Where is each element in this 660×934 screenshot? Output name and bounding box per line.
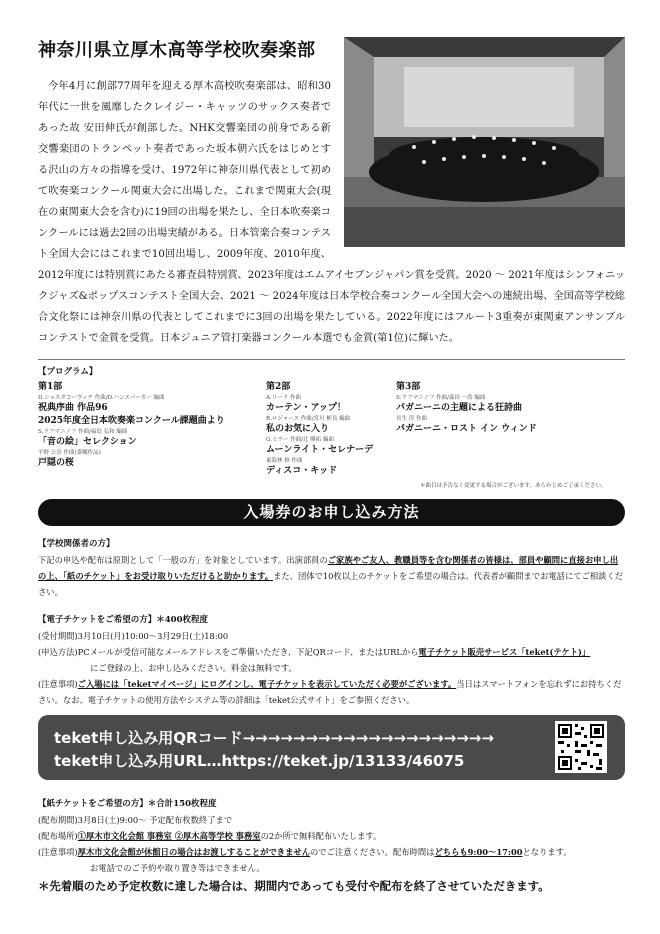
school-section [38,536,625,600]
piece: 「音の絵」セレクション [38,437,137,447]
program-part-3 [396,379,625,436]
composer: S.ラフマニノフ 作曲/福島 弘和 編曲 [38,429,128,435]
eticket-header: 【電子チケットをご希望の方】＊400枚程度 [38,615,208,625]
divider [38,359,625,360]
part-title: 第3部 [396,382,421,392]
part-title: 第2部 [266,382,291,392]
piece: 2025年度全日本吹奏楽コンクール課題曲より [38,416,225,426]
paper-note: (注意事項)厚木市文化会館が休館日の場合はお渡しすることができませんのでご注意ください。配布時間はどちらも9:00〜17:00となります。 [38,847,572,857]
paper-section [38,796,625,876]
composer: R.ロジャース 作曲/宮川 彬良 編曲 [266,416,351,422]
url-line[interactable]: teket申し込み用URL…https://teket.jp/13133/46075 [54,752,465,770]
ticket-banner: 入場券のお申し込み方法 [38,499,625,526]
composer: G.ミラー 作曲/辻 峰拓 編曲 [266,437,335,443]
paper-period: (配布期間)3月8日(土)9:00〜 予定配布枚数終了まで [38,815,233,825]
qr-box [38,715,625,780]
piece: 私のお気に入り [266,424,330,434]
program-part-1 [38,379,258,470]
composer: A.リード 作曲 [266,395,301,401]
piece: パガニーニの主題による狂詩曲 [396,403,523,413]
eticket-method: (申込方法)PCメールが受信可能なメールアドレスをご準備いただき、下記QRコード、またはURLから電子チケット販売サービス「teket(テケト)」 [38,647,591,657]
intro-paragraph: 今年4月に創部77周年を迎える厚木高校吹奏楽部は、昭和30年代に一世を風靡したクレイジー・キャッツのサックス奏者であった故 安田伸氏が創部した。NHK交響楽団の前身である新交響楽団のトランペット奏者であった坂本朝六氏をはじめとする沢山の方々の指導を受け、1972年に神奈川県代表として初めて吹奏楽コンクール関東大会に出場した。これまで関東大会(現在の東関東大会を含む)に19回の出場を果たし、全日本吹奏楽コンクールには過去2回の出場実績がある。日本管楽合奏コンテスト全国大会にはこれまで10回出場し、2009年度、2010年度、2012年度には特別賞にあたる審査員特別賞、2023年度はエムアイセブンジャパン賞を受賞。2020 〜 2021年度はシンフォニックジャズ&ポップスコンテスト全国大会、2021 〜 2024年度は日本学校合奏コンクール全国大会への連続出場、全国高等学校総合文化祭には神奈川県の代表としてこれまでに3回の出場を果たしている。2022年度にはフルート3重奏が東関東アンサンブルコンテストで金賞を受賞。日本ジュニア管打楽器コンクール本選でも金賞(第1位)に輝いた。 [38,81,625,344]
eticket-period: (受付期間)3月10日(月)10:00〜3月29日(土)18:00 [38,631,229,641]
program-note: ＊曲目は予告なく変更する場合がございます。あらかじめご了承ください。 [420,483,607,489]
page-title: 神奈川県立厚木高等学校吹奏楽部 [38,40,316,61]
composer: 東海林 修 作曲 [266,458,303,464]
school-header: 【学校関係者の方】 [38,539,115,549]
eticket-note: (注意事項)ご入場には「teketマイページ」にログインし、電子チケットを表示していただく必要がございます。当日はスマートフォンを忘れずにお持ちください。なお、電子チケットの使用方法やシステム等の詳細は「teket公式サイト」をご参照ください。 [38,679,622,705]
composer: S.ラフマニノフ 作曲/森田 一浩 編曲 [396,395,486,401]
part-title: 第1部 [38,382,63,392]
qr-line: teket申し込み用QRコード→→→→→→→→→→→→→→→→→→→→ [54,729,494,747]
school-text: 下記の申込や配布は原則として「一般の方」を対象としています。出演部員のご家族やご友人、教職員等を含む関係者の皆様は、部員や顧問に直接お申し出の上、「紙のチケット」をお受け取りいただけると助かります。また、団体で10枚以上のチケットをご希望の場合は、代表者が顧問までお電話にてご相談ください。 [38,555,624,597]
piece: ディスコ・キッド [266,466,338,476]
program-header: 【プログラム】 [38,367,98,377]
intro-text [38,76,625,349]
paper-place: (配布場所)①厚木市文化会館 事務室 ②厚木高等学校 事務室の2か所で無料配布いたします。 [38,831,382,841]
teket-link[interactable]: 電子チケット販売サービス「teket(テケト)」 [418,647,591,657]
paper-note-cont: お電話でのご予約や取り置き等はできません。 [90,863,265,873]
composer: 長生 淳 作曲 [396,416,427,422]
eticket-section [38,612,625,708]
eticket-method-cont: にご登録の上、お申し込みください。料金は無料です。 [90,663,297,673]
composer: 平野 公崇 作曲(委嘱作品) [38,450,101,456]
piece: パガニーニ・ロスト イン ウィンド [396,424,537,434]
piece: カーテン・アップ！ [266,403,346,413]
program-section [38,365,625,489]
qr-code-icon[interactable] [555,721,607,773]
photo-spacer [331,76,625,250]
piece: ムーンライト・セレナーデ [266,445,374,455]
program-part-2 [266,379,396,478]
composer: D.ショスタコーヴィチ 作曲/D.ハンスバーガー 編曲 [38,395,165,401]
piece: 戸隠の桜 [38,458,75,468]
piece: 祝典序曲 作品96 [38,403,108,413]
final-notice: ＊先着順のため予定枚数に達した場合は、期間内であっても受付や配布を終了させていただきます。 [38,879,550,893]
paper-header: 【紙チケットをご希望の方】＊合計150枚程度 [38,799,217,809]
